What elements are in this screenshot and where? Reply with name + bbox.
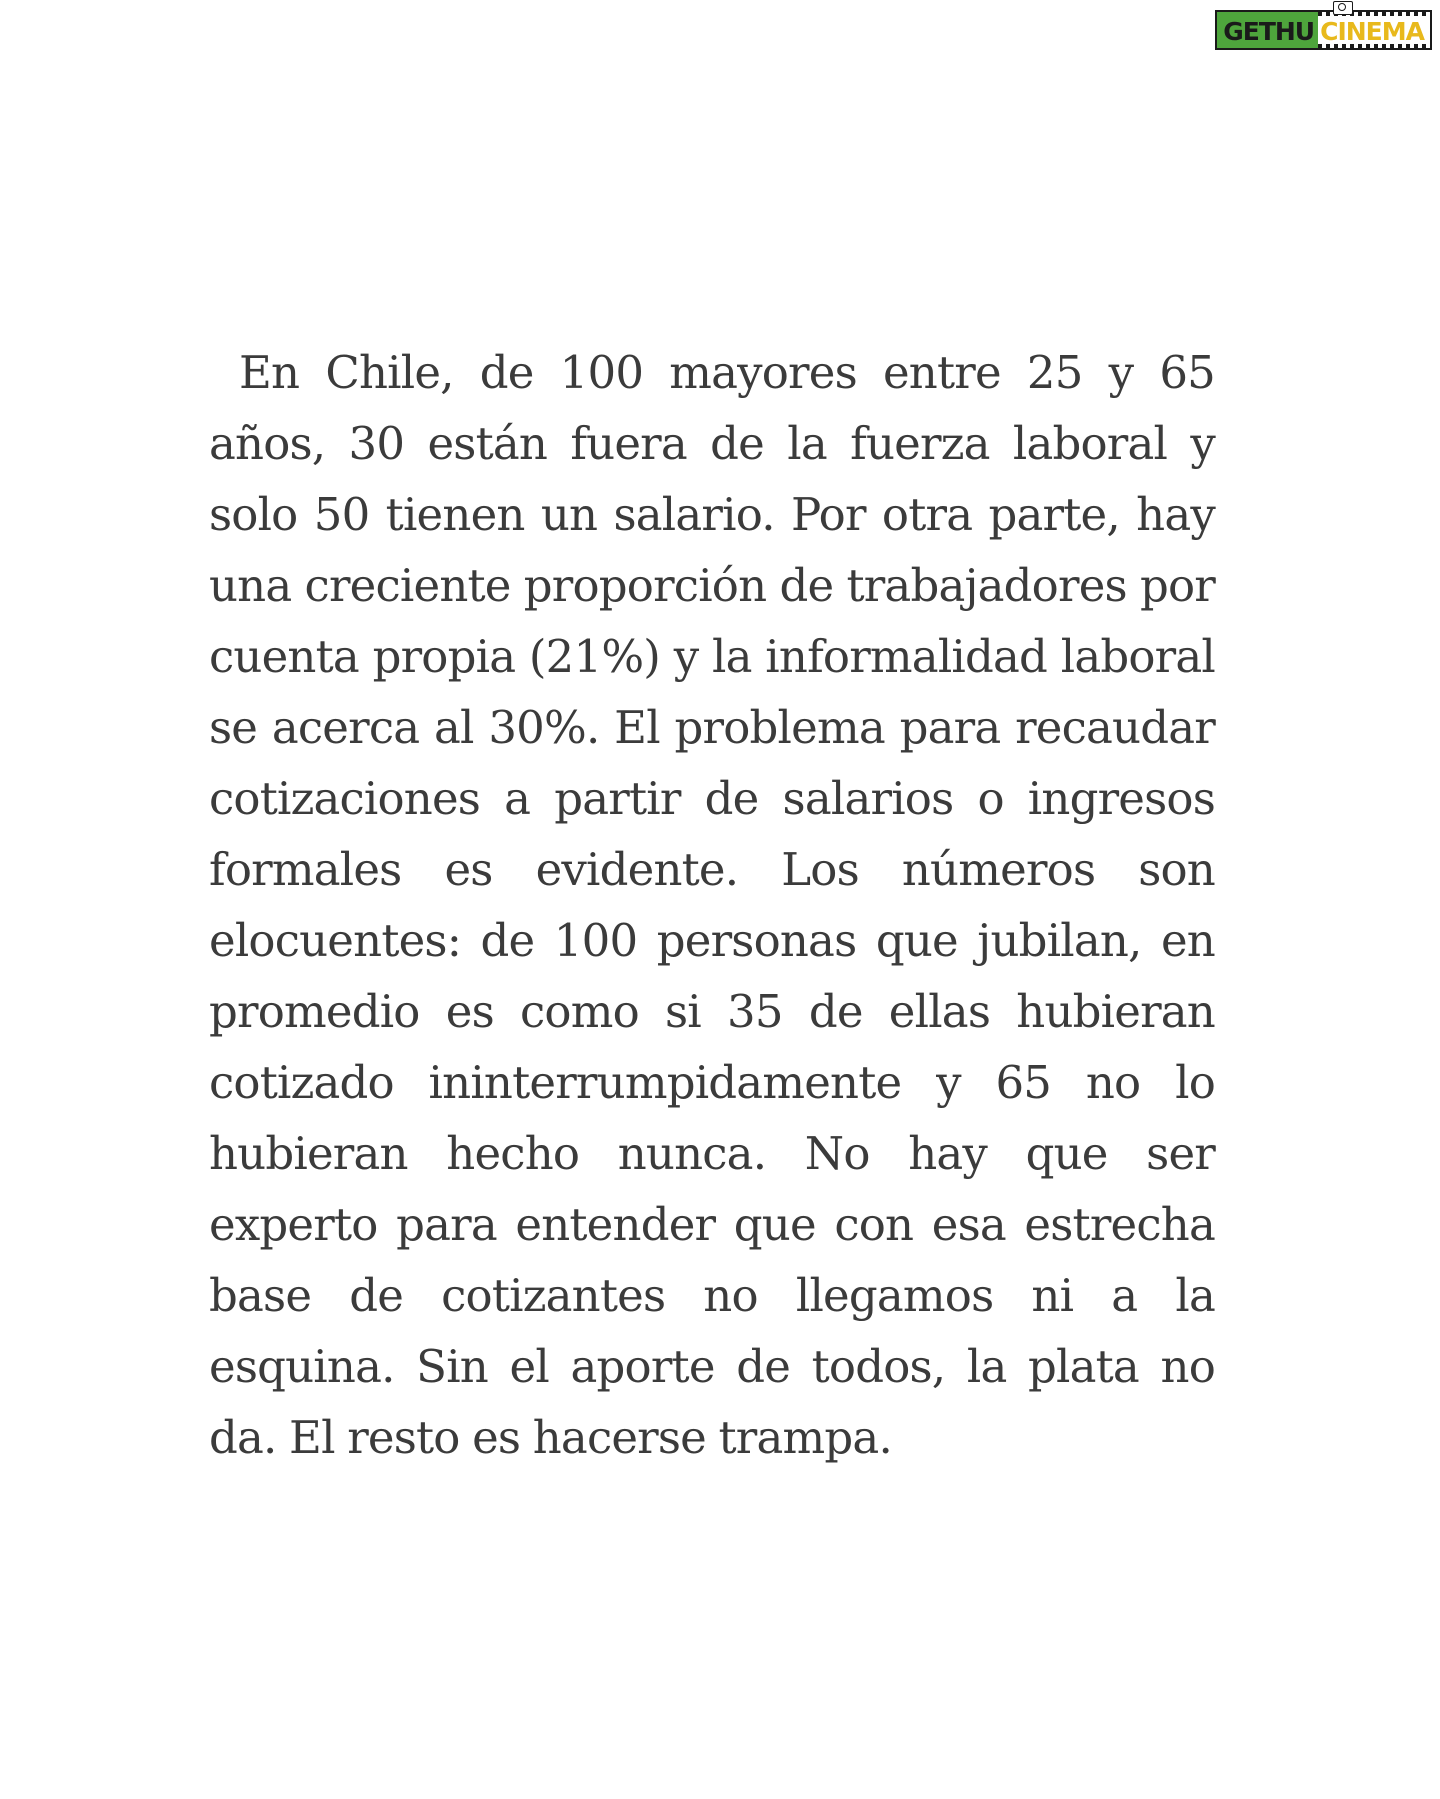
camera-icon bbox=[1333, 1, 1353, 15]
watermark-logo bbox=[1215, 10, 1432, 50]
watermark-brand-right: CINEMA bbox=[1318, 10, 1432, 50]
gethu-cinema-watermark bbox=[1215, 10, 1432, 50]
article-paragraph: En Chile, de 100 mayores entre 25 y 65 años, 30 están fuera de la fuerza laboral y solo 50 tienen un salario. Por otra parte, hay una creciente proporción de trabajadores por cuenta propia (21%) y la informalidad laboral se acerca al 30%. El problema para recaudar cotizaciones a partir de salarios o ingresos formales es evidente. Los números son elocuentes: de 100 personas que jubilan, en promedio es como si 35 de ellas hubieran cotizado ininterrumpidamente y 65 no lo hubieran hecho nunca. No hay que ser experto para entender que con esa estrecha base de cotizantes no llegamos ni a la esquina. Sin el aporte de todos, la plata no da. El resto es hacerse trampa. bbox=[209, 346, 1215, 1464]
watermark-brand-left: GETHU bbox=[1215, 10, 1318, 50]
